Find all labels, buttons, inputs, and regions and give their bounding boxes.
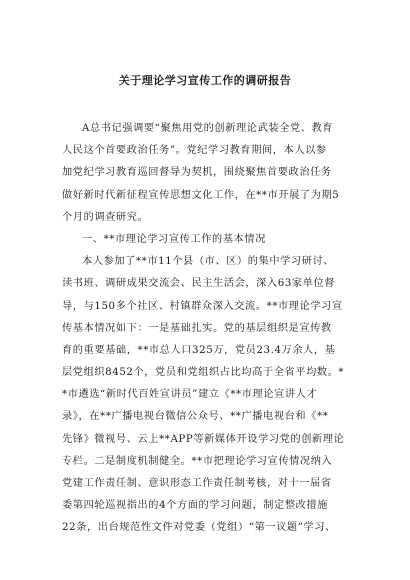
- paragraph-line: 委第四轮巡视指出的4个方面的学习问题，制定整改措施: [62, 500, 328, 512]
- paragraph-line: 录》，在**广播电视台微信公众号、**广播电视台和《**: [62, 411, 329, 423]
- paragraph-line: 导，与150多个社区、村镇群众深入交流。**市理论学习宣: [62, 300, 343, 312]
- document-title: 关于理论学习宣传工作的调研报告: [118, 74, 292, 87]
- paragraph-line: 传基本情况如下：一是基础扎实。党的基层组织是宣传教: [62, 322, 332, 334]
- paragraph-line: *市遴选“新时代百姓宣讲员”建立《**市理论宣讲人才: [62, 389, 318, 401]
- paragraph-line: 人民这个首要政治任务”。党纪学习教育期间，本人以参: [62, 145, 327, 157]
- paragraph-line: 层党组织8452个，党员和党组织占比均高于全省平均数。*: [62, 367, 345, 379]
- paragraph-line: 做好新时代新征程宣传思想文化工作，在**市开展了为期5: [62, 189, 340, 201]
- paragraph-line: 加党纪学习教育巡回督导为契机，围绕聚焦首要政治任务: [62, 167, 332, 179]
- paragraph-line: 本人参加了**市11个县（市、区）的集中学习研讨、: [82, 256, 335, 268]
- document-body: [62, 118, 352, 540]
- paragraph-line: A总书记强调要“聚焦用党的创新理论武装全党、教育: [82, 123, 334, 134]
- paragraph-line: 个月的调查研究。: [62, 211, 149, 223]
- paragraph-line: 先锋》微视号、云上**APP等新媒体开设学习党的创新理论: [62, 433, 345, 445]
- paragraph-line: 读书班、调研成果交流会、民主生活会，深入63家单位督: [62, 278, 336, 290]
- section-heading: 一、**市理论学习宣传工作的基本情况: [82, 233, 266, 245]
- paragraph-line: 专栏。二是制度机制健全。**市把理论学习宣传情况纳入: [62, 455, 333, 467]
- paragraph-line: 育的重要基础，**市总人口325万，党员23.4万余人，基: [62, 344, 336, 356]
- paragraph-line: 22条，出台规范性文件对党委（党组）“第一议题”学习、: [62, 522, 336, 534]
- paragraph-line: 党建工作责任制、意识形态工作责任制考核，对十一届省: [62, 478, 332, 489]
